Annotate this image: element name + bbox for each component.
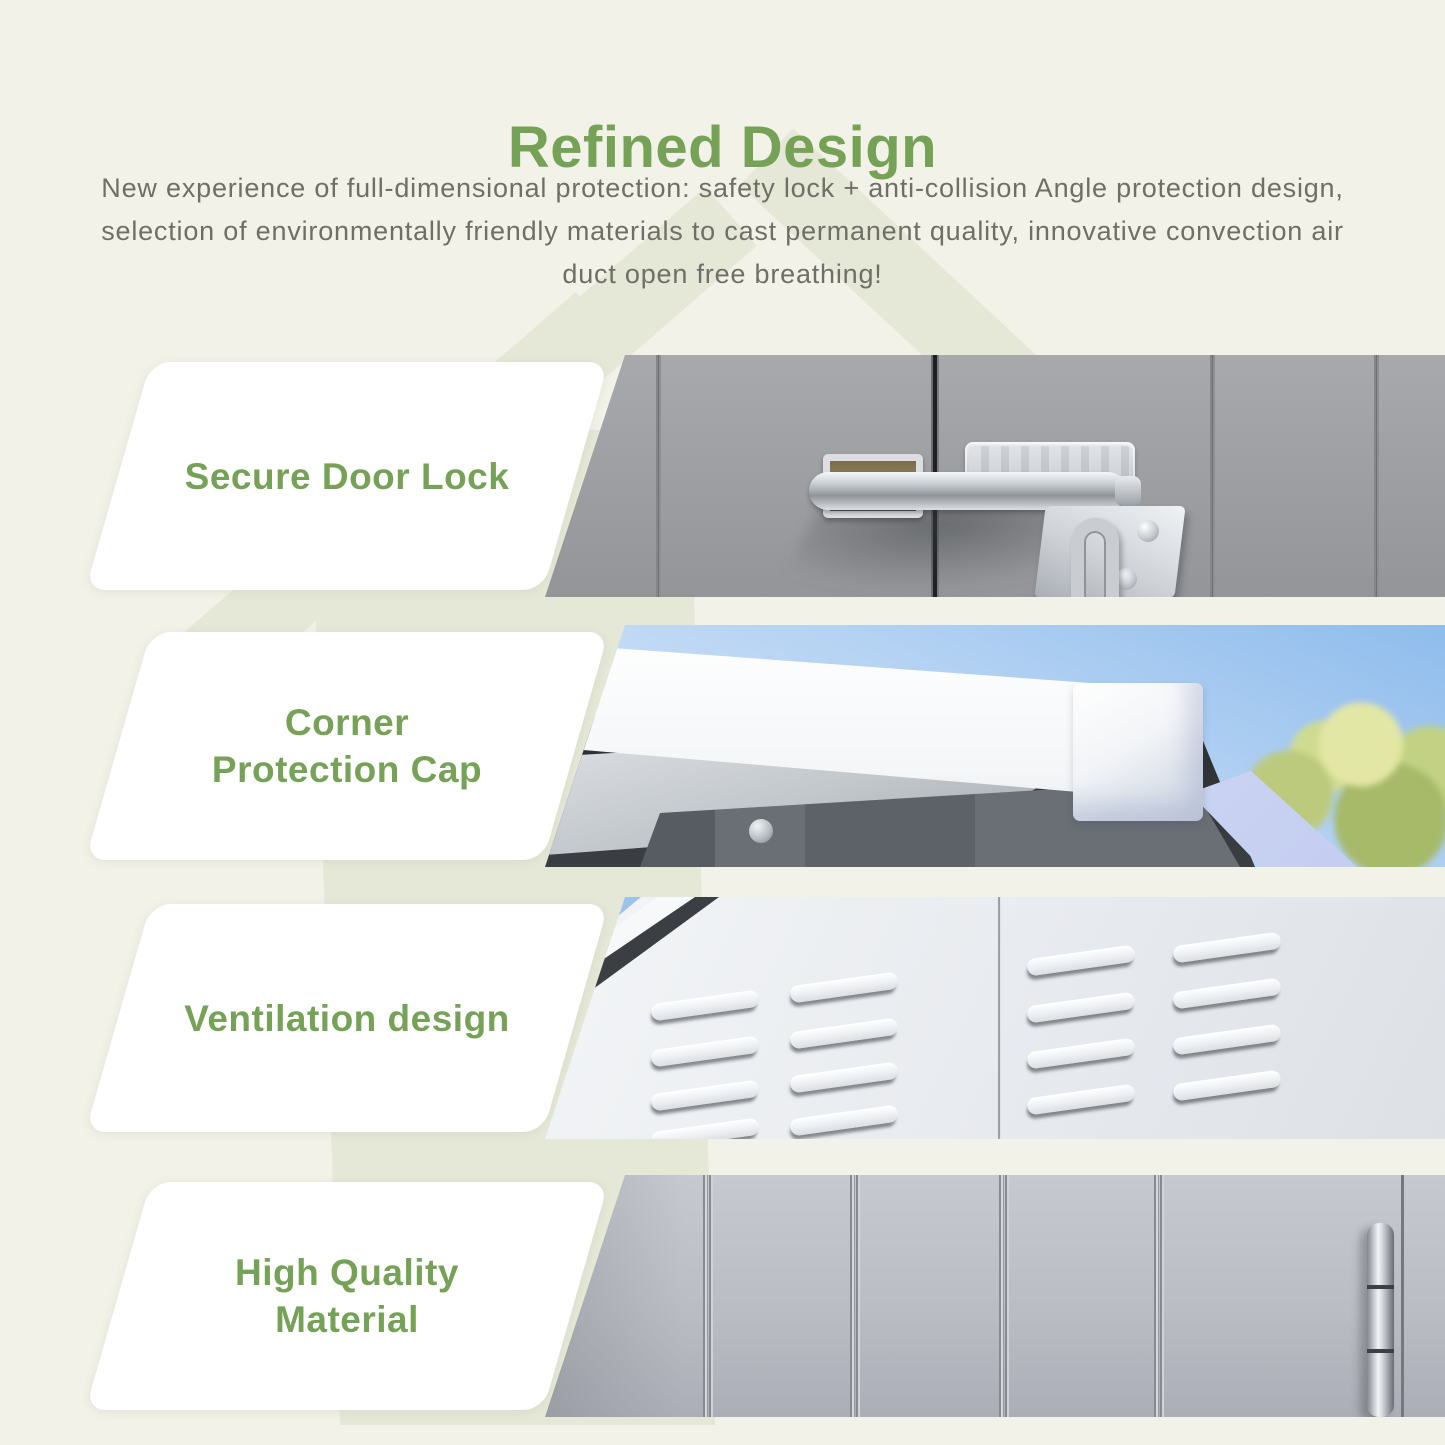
corner-cap-photo — [545, 625, 1445, 867]
corner-protection-cap — [1073, 683, 1203, 821]
vent-slat — [650, 1118, 759, 1139]
vent-slat — [789, 972, 898, 1004]
vent-slat — [789, 1018, 898, 1050]
feature-label — [118, 1175, 576, 1417]
panel-seam — [999, 1175, 1009, 1417]
hinge-knuckle-line — [1367, 1349, 1394, 1353]
panel-seam — [1374, 355, 1379, 597]
vent-slat — [1172, 1024, 1281, 1056]
feature-label — [118, 897, 576, 1139]
vent-slat — [650, 990, 759, 1022]
piano-hinge — [1367, 1223, 1394, 1417]
intro-line: New experience of full-dimensional protection: safety lock + anti-collision Angle protection design, — [101, 173, 1344, 203]
feature-label-line: High Quality — [235, 1252, 459, 1293]
vent-slat — [789, 1062, 898, 1094]
door-edge-line — [1401, 1175, 1404, 1417]
feature-label-line: Secure Door Lock — [184, 455, 510, 497]
page-title: Refined Design — [507, 114, 938, 180]
vent-slat — [650, 1080, 759, 1112]
intro-line: duct open free breathing! — [562, 259, 883, 289]
vent-slat — [1026, 992, 1135, 1024]
lock-bolt-knob — [1115, 476, 1141, 506]
vent-slat — [1172, 978, 1281, 1010]
intro-line: selection of environmentally friendly materials to cast permanent quality, innovative convection air — [101, 216, 1344, 246]
lock-bolt-bar — [809, 472, 1127, 510]
feature-row-corner-protection-cap — [0, 625, 1445, 867]
feature-label — [118, 355, 576, 597]
door-lock-photo — [545, 355, 1445, 597]
screw — [1137, 520, 1159, 542]
feature-row-secure-door-lock — [0, 355, 1445, 597]
vent-slat — [1026, 945, 1135, 977]
feature-label — [118, 625, 576, 867]
edge-shading — [545, 1175, 1445, 1417]
vent-slat — [789, 1105, 898, 1137]
barrel-bolt-lock — [815, 410, 1185, 597]
feature-row-high-quality-material — [0, 1175, 1445, 1417]
vent-slat — [1026, 1038, 1135, 1070]
padlock-hasp-loop — [1071, 518, 1119, 597]
vent-slat — [1026, 1084, 1135, 1116]
vent-slat — [650, 1036, 759, 1068]
panel-seam — [703, 1175, 713, 1417]
vent-slat — [1172, 932, 1281, 964]
vent-slat — [1172, 1070, 1281, 1102]
panel-seam — [656, 355, 661, 597]
screw — [749, 819, 773, 843]
intro-paragraph — [33, 167, 1413, 296]
panel-seam — [1154, 1175, 1164, 1417]
feature-label-line: Ventilation design — [184, 997, 510, 1039]
material-photo — [545, 1175, 1445, 1417]
feature-label-line: Protection Cap — [211, 749, 483, 790]
panel-seam — [998, 897, 1001, 1139]
feature-row-ventilation-design — [0, 897, 1445, 1139]
ventilation-photo — [545, 897, 1445, 1139]
feature-label-line: Corner — [284, 702, 410, 743]
feature-label-line: Material — [275, 1299, 419, 1340]
panel-seam — [1210, 355, 1215, 597]
hinge-knuckle-line — [1367, 1285, 1394, 1289]
panel-seam — [850, 1175, 860, 1417]
